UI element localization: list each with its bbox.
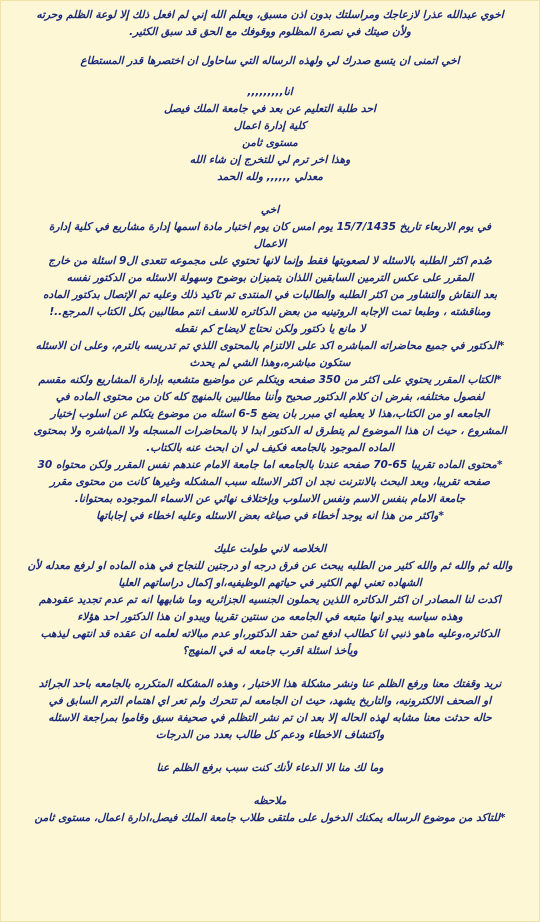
text-line: المقرر على عكس الترمين السابقين اللذان يتميزان بوضوح وسهولة الاسئله من الدكتور نفسه — [66, 272, 474, 284]
text-line: *الكتاب المقرر يحتوي على اكثر من 350 صفحه ويتكلم عن مواضيع متشعبه بإدارة المشاريع ولكنه مقسم — [38, 374, 502, 386]
text-line: الماده الموجود بالجامعه فكيف لي ان ابحث عنه بالكتاب. — [146, 442, 394, 454]
text-line: وما لك منا الا الدعاء لأنك كنت سبب برفع الظلم عنا — [156, 762, 384, 774]
text-line: او الصحف الالكترونيه، والتاريخ يشهد، حيث ان الجامعه لم تتحرك ولم تعر اي اهتمام الترم السابق في — [48, 695, 492, 707]
greeting — [9, 202, 531, 219]
intro-paragraph — [9, 7, 531, 41]
closing-line — [9, 760, 531, 777]
text-line: انا,,,,,,,,, — [247, 86, 293, 98]
text-line: الشهاده تعني لهم الكثير في حياتهم الوظيفيه،او إكمال دراساتهم العليا — [118, 577, 422, 589]
text-line: احد طلبة التعليم عن بعد في جامعة الملك فيصل — [164, 103, 376, 115]
text-line: *للتاكد من موضوع الرساله يمكنك الدخول على ملتقى طلاب جامعة الملك فيصل،ادارة اعمال، مستوى ثامن — [34, 812, 506, 824]
text-line: ومناقشته ، وطبعا تمت الإجابه الروتينيه من بعض الدكاتره للاسف انتم مطالبين بكل الكتاب المرجع..! — [49, 306, 491, 318]
text-line: في يوم الاربعاء تاريخ 15/7/1435 يوم امس كان يوم اختبار مادة اسمها إدارة مشاريع في كلية إدارة — [48, 221, 492, 233]
summary-heading — [9, 541, 531, 558]
text-line: ملاحظه — [253, 795, 287, 807]
text-line: اخي — [260, 204, 280, 216]
text-line: الدكاتره،وعليه ماهو ذنبي انا كطالب ادفع ثمن حقد الدكتور،او عدم مبالاته لعلمه ان عقده قد انتهى ليذهب — [40, 628, 500, 640]
text-line: الخلاصه لاني طولت عليك — [213, 543, 327, 555]
text-line: صُدم اكثر الطلبه بالاسئله لا لصعوبتها فقط وإنما لانها تحتوي على مجموعه تتعدى ال9 اسئلة من خارج — [48, 255, 492, 267]
text-line: ستكون مباشره،وهذا الشي لم يحدث — [189, 357, 351, 369]
text-line: *واكثر من هذا انه يوجد أخطاء في صياغه بعض الاسئله وعليه اخطاء في إجاباتها — [96, 510, 444, 522]
text-line: وهذه سياسه يبدو انها متبعه في الجامعه من سنتين تقريبا ويبدو ان هذا الدكتور احد هؤلاء — [77, 611, 463, 623]
text-line: كلية إدارة اعمال — [233, 120, 307, 132]
note-heading — [9, 793, 531, 810]
text-line: والله ثم والله ثم والله كثير من الطلبه يبحث عن فرق درجه او درجتين للنجاح في هذه الماده او لرفع معدله لأن — [27, 560, 513, 572]
text-line: ويأخذ اسئلة اقرب جامعه له في المنهج؟ — [182, 645, 358, 657]
text-line: لا مانع يا دكتور ولكن نحتاج لايضاح كم نقطه — [174, 323, 366, 335]
lead-paragraph — [9, 53, 531, 70]
text-line: نريد وقفتك معنا ورفع الظلم عنا ونشر مشكلة هذا الاختبار ، وهذه المشكله المتكرره بالجامعه باحد الجرائد — [38, 678, 502, 690]
text-line: اخوي عبدالله عذرا لازعاجك ومراسلتك بدون اذن مسبق، ويعلم الله إني لم افعل ذلك إلا لوعة الظلم وحرته — [36, 9, 504, 21]
text-line: اخي اتمنى ان يتسع صدرك لي ولهذه الرساله التي ساحاول ان اختصرها قدر المستطاع — [80, 55, 460, 67]
text-line: *الدكتور في جميع محاضراته المباشره اكد على الالتزام بالمحتوى اللذي تم تدريسه بالترم، وعلى ان الاسئله — [35, 340, 505, 352]
text-line: بعد النقاش والتشاور من اكثر الطلبه والطالبات في المنتدى تم تاكيد ذلك وعليه تم الإتصال بدكتور الماده — [42, 289, 498, 301]
text-line: معدلي ,,,,,, ولله الحمد — [217, 171, 323, 183]
text-line: الاعمال — [253, 238, 287, 250]
text-line: المشروع ، حيث ان هذا الموضوع لم يتطرق له الدكتور ابدا لا بالمحاضرات المسجله ولا المباشره ولا بمحتوى — [33, 425, 507, 437]
text-line: مستوى ثامن — [242, 137, 298, 149]
text-line: وهذا اخر ترم لي للتخرج إن شاء الله — [189, 154, 351, 166]
text-line: واكتشاف الاخطاء ودعم كل طالب بعدد من الدرجات — [155, 729, 385, 741]
text-line: *محتوى الماده تقريبا 65-70 صفحه عندنا بالجامعه اما جامعة الامام عندهم نفس المقرر ولكن محتواه 30 — [37, 459, 503, 471]
text-line: لفصول مختلفه، بفرض ان كلام الدكتور صحيح وأننا مطالبين بالمنهج كله كان من محتوى الماده في — [55, 391, 485, 403]
request-paragraph — [9, 676, 531, 744]
text-line: حاله حدثت معنا مشابه لهذه الحاله إلا بعد ان تم نشر التظلم في صحيفة سبق وقاموا بمراجعة الاسئله — [48, 712, 492, 724]
story-paragraph — [9, 219, 531, 525]
summary-paragraph — [9, 558, 531, 660]
text-line: ولأن صيتك في نصرة المظلوم ووقوفك مع الحق قد سبق الكثير. — [129, 26, 411, 38]
text-line: جامعة الامام بنفس الاسم ونفس الاسلوب وبإختلاف نهائي عن الاسماء الموجوده بمحتوانا. — [74, 493, 466, 505]
text-line: اكدت لنا المصادر ان اكثر الدكاتره اللذين يحملون الجنسيه الجزائريه وما شابهها انه تم عدم تجديد عقودهم — [39, 594, 501, 606]
note-paragraph — [9, 810, 531, 827]
text-line: صفحه تقريبا، وبعد البحث بالانترنت نجد ان اكثر الاسئله سبب المشكله وغيرها كانت من محتوى مقرر — [50, 476, 490, 488]
sender-info — [9, 84, 531, 186]
text-line: الجامعه او من الكتاب،هذا لا يعطيه اي مبرر بان يضع 5-6 اسئله من موضوع يتكلم عن اسلوب إختيار — [50, 408, 490, 420]
